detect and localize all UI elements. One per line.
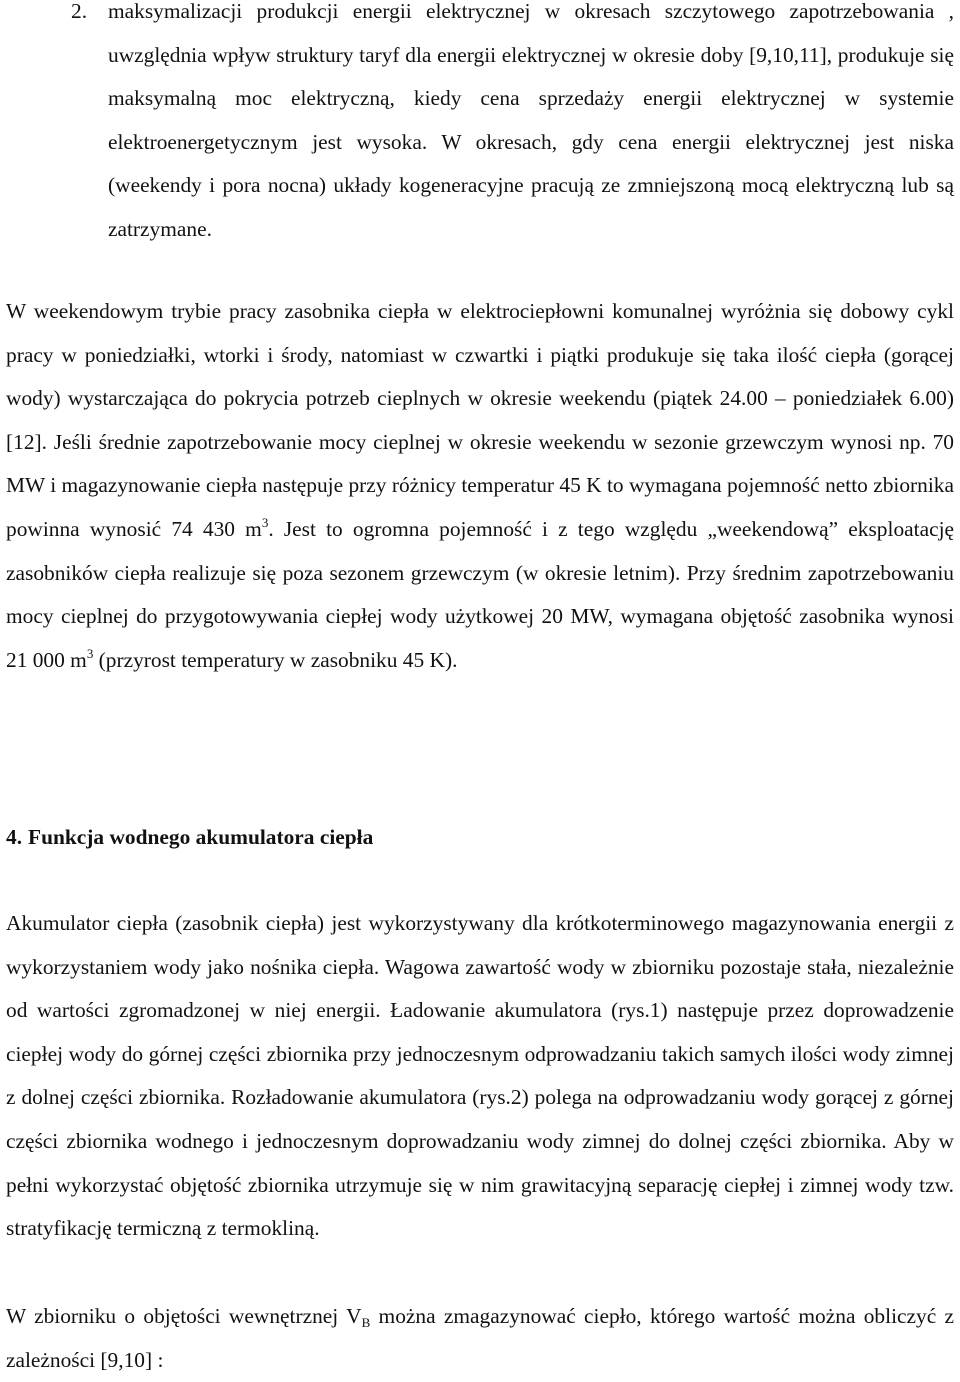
paragraph-text: można zmagazynować ciepło, którego wartość można obliczyć z zależności [9,10] : [6, 1304, 954, 1372]
paragraph-weekend-storage [6, 290, 954, 682]
paragraph-volume [6, 1295, 954, 1382]
section-number: 4. [6, 825, 23, 849]
section-title: Funkcja wodnego akumulatora ciepła [28, 825, 374, 849]
superscript: 3 [86, 645, 94, 661]
section-heading [6, 816, 373, 860]
superscript: 3 [261, 514, 269, 530]
paragraph-accumulator: Akumulator ciepła (zasobnik ciepła) jest wykorzystywany dla krótkoterminowego magazynowania energii z wykorzystaniem wody jako nośnika ciepła. Wagowa zawartość wody w zbiorniku pozostaje stała, niezależnie od wartości zgromadzonej w niej energii. Ładowanie akumulatora (rys.1) następuje przez doprowadzenie ciepłej wody do górnej części zbiornika przy jednoczesnym odprowadzaniu takich samych ilości wody zimnej z dolnej części zbiornika. Rozładowanie akumulatora (rys.2) polega na odprowadzaniu wody gorącej z górnej części zbiornika wodnego i jednoczesnym doprowadzaniu wody zimnej do dolnej części zbiornika. Aby w pełni wykorzystać objętość zbiornika utrzymuje się w nim grawitacyjną separację ciepłej i zimnej wody tzw. stratyfikację termiczną z termokliną. [6, 911, 954, 1241]
paragraph-text: W weekendowym trybie pracy zasobnika ciepła w elektrociepłowni komunalnej wyróżnia się dobowy cykl pracy w poniedziałki, wtorki i środy, natomiast w czwartki i piątki produkuje się taka ilość ciepła (gorącej wody) wystarczająca do pokrycia potrzeb cieplnych w okresie weekendu (piątek 24.00 – poniedziałek 6.00) [12]. Jeśli średnie zapotrzebowanie mocy cieplnej w okresie weekendu w sezonie grzewczym wynosi np. 70 MW i magazynowanie ciepła następuje przy różnicy temperatur 45 K to wymagana pojemność netto zbiornika powinna wynosić 74 430 m [6, 299, 954, 541]
list-item-text: maksymalizacji produkcji energii elektrycznej w okresach szczytowego zapotrzebowania , uwzględnia wpływ struktury taryf dla energii elektrycznej w okresie doby [9,10,11], produkuje się maksymalną moc elektryczną, kiedy cena sprzedaży energii elektrycznej w systemie elektroenergetycznym jest wysoka. W okresach, gdy cena energii elektrycznej jest niska (weekendy i pora nocna) układy kogeneracyjne pracują ze zmniejszoną mocą elektryczną lub są zatrzymane. [108, 0, 954, 241]
list-item-number: 2. [71, 0, 88, 23]
paragraph-text: W zbiorniku o objętości wewnętrznej V [6, 1304, 362, 1328]
subscript: B [361, 1315, 371, 1330]
paragraph-text: . Jest to ogromna pojemność i z tego względu „weekendową” eksploatację zasobników ciepła realizuje się poza sezonem grzewczym (w okresie letnim). Przy średnim zapotrzebowaniu mocy cieplnej do przygotowywania ciepłej wody użytkowej 20 MW, wymagana objętość zasobnika wynosi 21 000 m [6, 516, 955, 672]
paragraph-text: (przyrost temperatury w zasobniku 45 K). [93, 647, 458, 672]
